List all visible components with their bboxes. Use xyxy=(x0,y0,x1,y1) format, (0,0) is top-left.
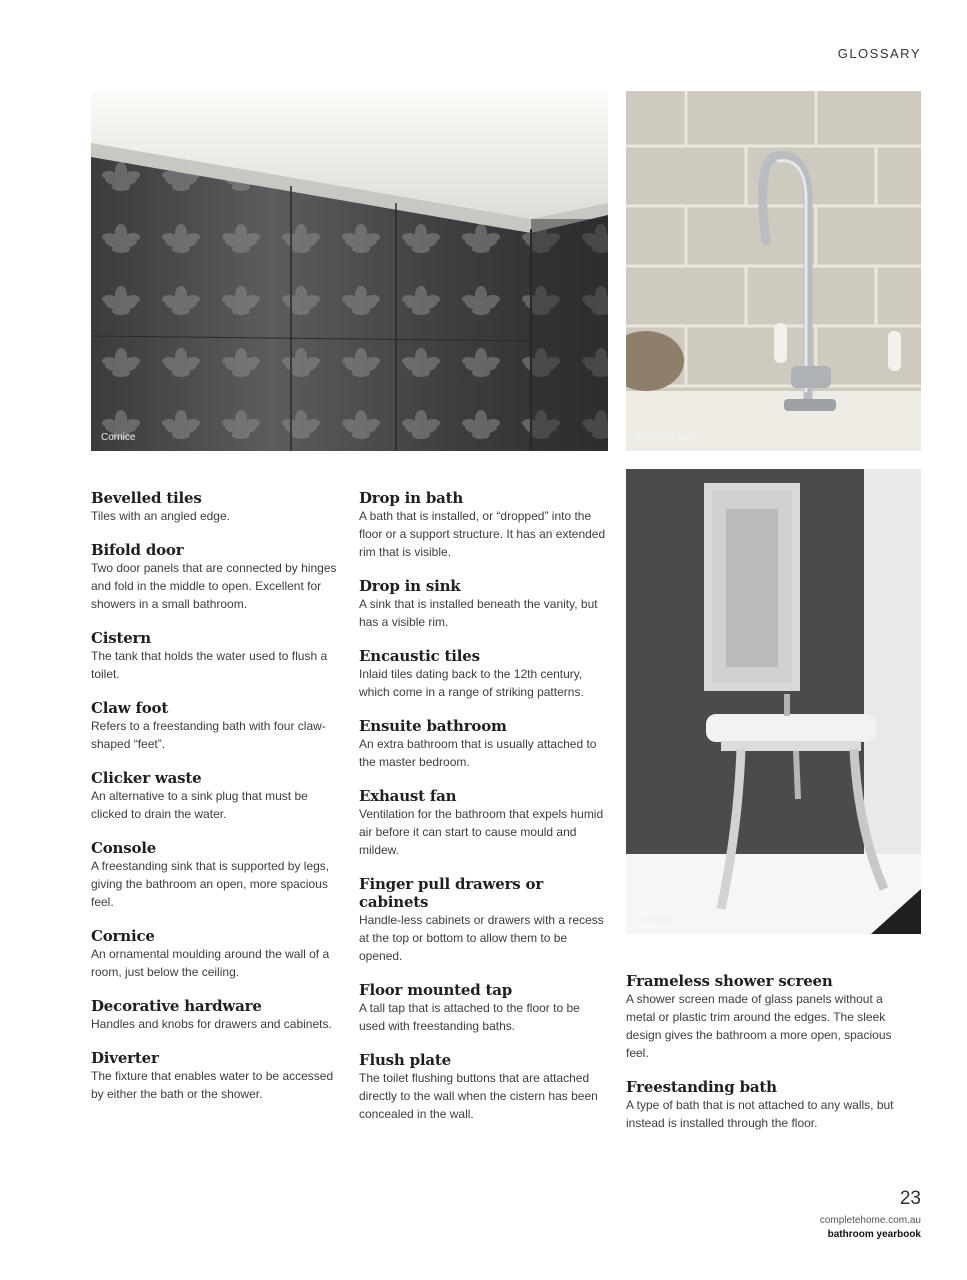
glossary-definition: Tiles with an angled edge. xyxy=(91,509,230,523)
glossary-term: Cistern xyxy=(91,629,151,647)
glossary-term: Encaustic tiles xyxy=(359,647,480,665)
glossary-definition: An alternative to a sink plug that must be clicked to drain the water. xyxy=(91,789,308,821)
glossary-term: Drop in bath xyxy=(359,489,464,507)
glossary-entry xyxy=(359,717,609,771)
glossary-term: Freestanding bath xyxy=(626,1078,777,1096)
cornice-photo xyxy=(91,91,608,451)
glossary-entry xyxy=(91,997,341,1033)
page-number: 23 xyxy=(899,1188,921,1209)
glossary-column-3 xyxy=(626,972,896,1148)
glossary-entry xyxy=(91,927,341,981)
glossary-column-1 xyxy=(91,489,341,1119)
glossary-entry xyxy=(91,489,341,525)
glossary-definition: A shower screen made of glass panels without a metal or plastic trim around the edges. The sleek design gives the bathroom a more open, spacious feel. xyxy=(626,992,892,1060)
glossary-term: Decorative hardware xyxy=(91,997,262,1015)
glossary-entry xyxy=(91,839,341,911)
glossary-column-2 xyxy=(359,489,609,1139)
cornice-illustration xyxy=(91,91,608,451)
glossary-definition: The tank that holds the water used to flush a toilet. xyxy=(91,649,328,681)
glossary-definition: Handle-less cabinets or drawers with a recess at the top or bottom to allow them to be opened. xyxy=(359,913,604,963)
glossary-entry xyxy=(91,769,341,823)
glossary-term: Diverter xyxy=(91,1049,159,1067)
glossary-definition: The fixture that enables water to be accessed by either the bath or the shower. xyxy=(91,1069,334,1101)
cornice-caption: Cornice xyxy=(101,432,136,443)
glossary-entry xyxy=(91,541,341,613)
glossary-entry xyxy=(359,489,609,561)
glossary-term: Bifold door xyxy=(91,541,184,559)
glossary-definition: An extra bathroom that is usually attached to the master bedroom. xyxy=(359,737,597,769)
glossary-definition: A tall tap that is attached to the floor to be used with freestanding baths. xyxy=(359,1001,580,1033)
glossary-term: Bevelled tiles xyxy=(91,489,202,507)
console-caption: Console xyxy=(636,915,673,926)
console-photo xyxy=(626,469,921,934)
glossary-definition: A freestanding sink that is supported by legs, giving the bathroom an open, more spacious feel. xyxy=(91,859,330,909)
glossary-entry xyxy=(626,1078,896,1132)
section-label: GLOSSARY xyxy=(837,46,921,61)
glossary-entry xyxy=(359,981,609,1035)
glossary-entry xyxy=(359,875,609,965)
glossary-term: Finger pull drawers or cabinets xyxy=(359,875,544,911)
glossary-term: Flush plate xyxy=(359,1051,452,1069)
glossary-term: Console xyxy=(91,839,157,857)
glossary-definition: A type of bath that is not attached to any walls, but instead is installed through the floor. xyxy=(626,1098,894,1130)
glossary-definition: The toilet flushing buttons that are attached directly to the wall when the cistern has been concealed in the wall. xyxy=(359,1071,598,1121)
glossary-definition: Inlaid tiles dating back to the 12th century, which come in a range of striking patterns. xyxy=(359,667,584,699)
glossary-definition: An ornamental moulding around the wall of a room, just below the ceiling. xyxy=(91,947,330,979)
glossary-entry xyxy=(91,629,341,683)
glossary-term: Cornice xyxy=(91,927,155,945)
glossary-entry xyxy=(626,972,896,1062)
glossary-entry xyxy=(91,1049,341,1103)
glossary-entry xyxy=(359,577,609,631)
glossary-term: Ensuite bathroom xyxy=(359,717,507,735)
glossary-entry xyxy=(359,1051,609,1123)
bevelled-tiles-caption: Bevelled tiles xyxy=(636,432,695,443)
bevelled-tiles-illustration xyxy=(626,91,921,451)
glossary-term: Clicker waste xyxy=(91,769,202,787)
glossary-definition: A sink that is installed beneath the vanity, but has a visible rim. xyxy=(359,597,598,629)
glossary-entry xyxy=(359,647,609,701)
glossary-term: Claw foot xyxy=(91,699,169,717)
console-illustration xyxy=(626,469,921,934)
glossary-entry xyxy=(91,699,341,753)
website-url[interactable]: completehome.com.au xyxy=(819,1215,921,1226)
glossary-definition: Ventilation for the bathroom that expels humid air before it can start to cause mould and mildew. xyxy=(359,807,604,857)
glossary-term: Exhaust fan xyxy=(359,787,457,805)
glossary-definition: Two door panels that are connected by hinges and fold in the middle to open. Excellent for showers in a small bathroom. xyxy=(91,561,337,611)
glossary-term: Drop in sink xyxy=(359,577,461,595)
glossary-definition: A bath that is installed, or “dropped” into the floor or a support structure. It has an extended rim that is visible. xyxy=(359,509,606,559)
publication-name: bathroom yearbook xyxy=(827,1229,921,1240)
glossary-definition: Handles and knobs for drawers and cabinets. xyxy=(91,1017,332,1031)
glossary-term: Frameless shower screen xyxy=(626,972,833,990)
glossary-term: Floor mounted tap xyxy=(359,981,513,999)
bevelled-tiles-photo xyxy=(626,91,921,451)
glossary-entry xyxy=(359,787,609,859)
glossary-definition: Refers to a freestanding bath with four claw-shaped “feet”. xyxy=(91,719,326,751)
